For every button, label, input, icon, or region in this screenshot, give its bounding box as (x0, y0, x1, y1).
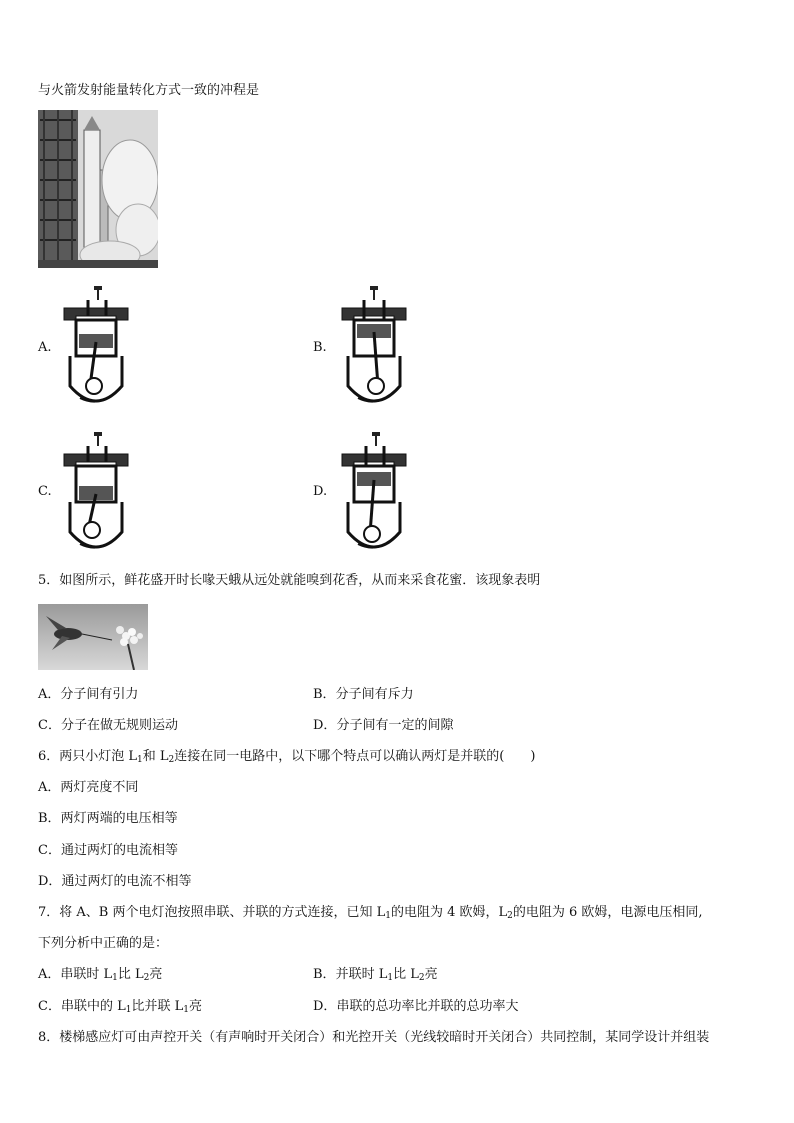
subscript: 1 (112, 973, 118, 983)
engine-diagram-a (60, 286, 132, 408)
option-label: D． (38, 874, 62, 889)
option-text: 分子间有一定的间隙 (336, 718, 454, 733)
subscript: 2 (418, 973, 425, 983)
q6-option-a[interactable] (38, 779, 138, 797)
subscript: 1 (387, 973, 394, 983)
rocket-launch-image (38, 110, 158, 268)
stem-text: 的电阻为 6 欧姆，电源电压相同, (512, 905, 703, 920)
q6-option-d[interactable] (38, 873, 191, 891)
option-label: C． (38, 843, 61, 858)
q4-option-a-label[interactable]: A. (38, 340, 52, 355)
option-label: D． (313, 999, 337, 1014)
option-text: 串联中的 L (60, 999, 126, 1014)
subscript: 1 (183, 1005, 189, 1015)
option-text: 并联时 L (335, 967, 388, 982)
option-text: 两灯两端的电压相等 (60, 811, 178, 826)
hawkmoth-flower-image (38, 604, 148, 670)
subscript: 2 (507, 911, 513, 921)
stem-text: 和 L (142, 749, 169, 764)
q5-option-d[interactable] (313, 717, 453, 735)
q7-stem (38, 904, 703, 925)
option-text: 比 L (117, 967, 144, 982)
option-label: B． (313, 967, 336, 982)
option-text: 亮 (149, 967, 163, 982)
option-text: 通过两灯的电流不相等 (61, 874, 192, 889)
option-label: D． (313, 718, 337, 733)
engine-diagram-b (338, 286, 410, 408)
q7-stem-line2: 下列分析中正确的是： (38, 936, 169, 951)
q7-option-d[interactable] (313, 998, 518, 1016)
option-text: 通过两灯的电流相等 (60, 843, 178, 858)
q6-stem (38, 748, 535, 769)
q8-stem: 8．楼梯感应灯可由声控开关（有声响时开关闭合）和光控开关（光线较暗时开关闭合）共同控制，某同学设计并组装 (38, 1030, 710, 1045)
option-text: 亮 (424, 967, 438, 982)
q7-option-b[interactable] (313, 966, 438, 987)
option-text: 亮 (188, 999, 202, 1014)
option-text: 串联时 L (60, 967, 113, 982)
option-label: C． (38, 999, 61, 1014)
stem-text: 7．将 A、B 两个电灯泡按照串联、并联的方式连接，已知 L (38, 905, 386, 920)
q5-option-b[interactable] (313, 686, 414, 704)
option-label: A． (38, 780, 61, 795)
option-label: B． (38, 811, 61, 826)
subscript: 1 (125, 1005, 132, 1015)
q5-option-a[interactable] (38, 686, 138, 704)
q4-option-d-label[interactable]: D. (313, 484, 328, 499)
q4-option-b-label[interactable]: B. (313, 340, 327, 355)
q4-option-c-label[interactable]: C. (38, 484, 52, 499)
subscript: 1 (137, 755, 143, 765)
subscript: 2 (168, 755, 175, 765)
subscript: 2 (143, 973, 150, 983)
option-label: A． (38, 687, 61, 702)
option-text: 串联的总功率比并联的总功率大 (336, 999, 519, 1014)
option-label: C． (38, 718, 61, 733)
q5-option-c[interactable] (38, 717, 178, 735)
option-text: 分子间有斥力 (335, 687, 414, 702)
stem-text: 6．两只小灯泡 L (38, 749, 138, 764)
q7-option-c[interactable] (38, 998, 202, 1019)
q6-option-b[interactable] (38, 810, 178, 828)
option-label: B． (313, 687, 336, 702)
stem-text: 的电阻为 4 欧姆，L (390, 905, 508, 920)
option-text: 比 L (393, 967, 419, 982)
q4-stem: 与火箭发射能量转化方式一致的冲程是 (38, 83, 260, 98)
stem-text: 连接在同一电路中，以下哪个特点可以确认两灯是并联的( ) (174, 749, 536, 764)
option-text: 分子间有引力 (60, 687, 139, 702)
q7-option-a[interactable] (38, 966, 162, 987)
option-text: 比并联 L (131, 999, 184, 1014)
option-text: 两灯亮度不同 (60, 780, 139, 795)
q5-stem: 5．如图所示，鲜花盛开时长喙天蛾从远处就能嗅到花香，从而来采食花蜜．该现象表明 (38, 573, 541, 588)
option-text: 分子在做无规则运动 (60, 718, 178, 733)
q6-option-c[interactable] (38, 842, 178, 860)
subscript: 1 (385, 911, 391, 921)
engine-diagram-c (60, 432, 132, 554)
engine-diagram-d (338, 432, 410, 554)
option-label: A． (38, 967, 61, 982)
